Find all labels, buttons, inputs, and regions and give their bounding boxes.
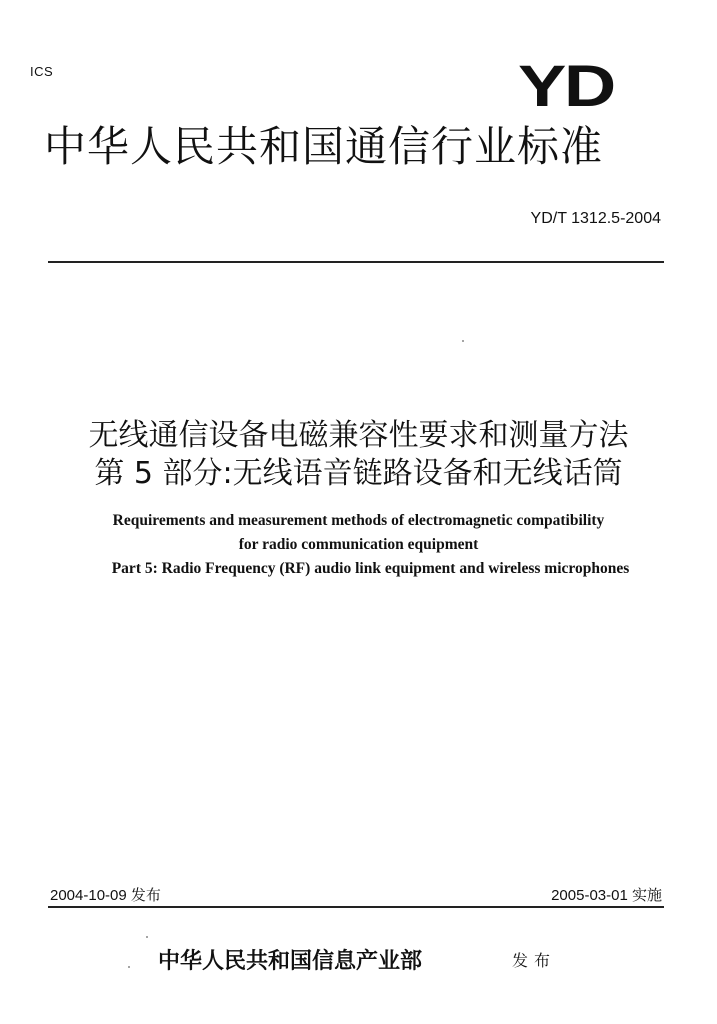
english-title-line-3: Part 5: Radio Frequency (RF) audio link equipment and wireless microphones (111, 560, 630, 577)
chinese-title-line-1: 无线通信设备电磁兼容性要求和测量方法 (88, 418, 629, 453)
yd-logo: YD (518, 54, 614, 119)
ics-label: ICS (30, 64, 54, 79)
top-divider (48, 261, 664, 263)
scan-speck (462, 340, 464, 342)
publisher-name: 中华人民共和国信息产业部 (158, 948, 423, 974)
issue-date: 2004-10-09 发布 (50, 887, 161, 904)
chinese-title-line-2: 第 5 部分:无线语音链路设备和无线话筒 (94, 456, 623, 491)
implementation-date: 2005-03-01 实施 (551, 887, 662, 904)
standard-category-title: 中华人民共和国通信行业标准 (44, 122, 604, 171)
standard-number: YD/T 1312.5-2004 (530, 210, 661, 227)
publish-label: 发布 (512, 951, 557, 970)
english-title-line-2: for radio communication equipment (238, 536, 479, 553)
scan-speck (146, 936, 148, 938)
scan-speck (128, 966, 130, 968)
bottom-divider (48, 906, 664, 908)
english-title-line-1: Requirements and measurement methods of electromagnetic compatibility (112, 512, 605, 529)
